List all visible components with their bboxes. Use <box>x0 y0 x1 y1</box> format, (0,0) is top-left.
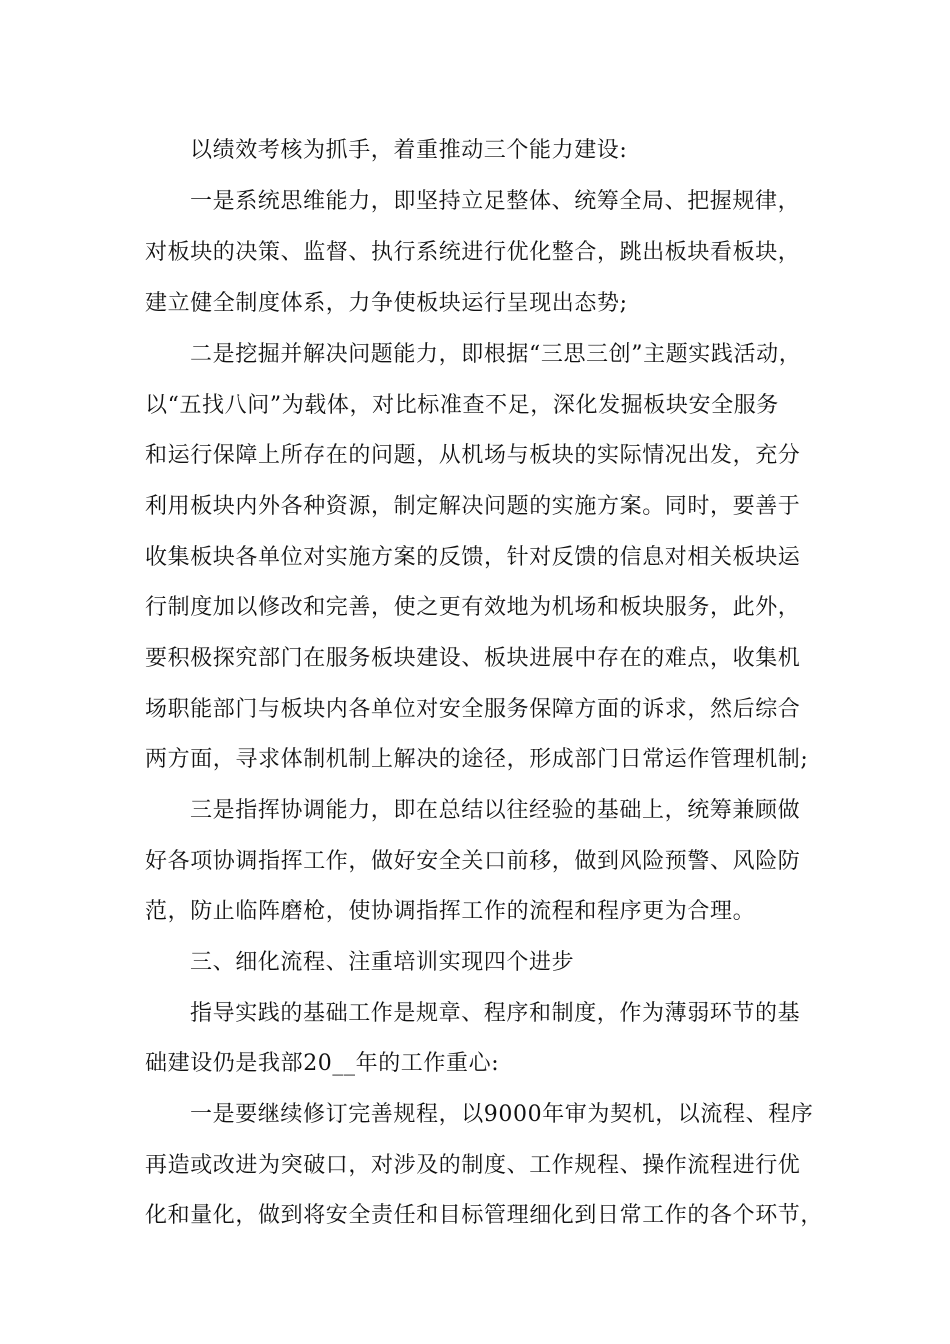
text-line: 范，防止临阵磨枪，使协调指挥工作的流程和程序更为合理。 <box>145 899 756 924</box>
text-line: 和运行保障上所存在的问题，从机场与板块的实际情况出发，充分 <box>145 443 801 468</box>
text-line: 三是指挥协调能力，即在总结以往经验的基础上，统筹兼顾做 <box>190 798 801 823</box>
text-line: 两方面，寻求体制机制上解决的途径，形成部门日常运作管理机制; <box>145 747 809 772</box>
text-line: 以“五找八问”为载体，对比标准查不足，深化发掘板块安全服务 <box>145 393 779 418</box>
text-line: 础建设仍是我部20__年的工作重心: <box>145 1051 500 1076</box>
text-line: 指导实践的基础工作是规章、程序和制度，作为薄弱环节的基 <box>190 1001 801 1026</box>
text-line: 一是系统思维能力，即坚持立足整体、统筹全局、把握规律， <box>190 189 801 214</box>
text-line: 一是要继续修订完善规程，以9000年审为契机，以流程、程序 <box>190 1102 814 1127</box>
text-line: 行制度加以修改和完善，使之更有效地为机场和板块服务，此外， <box>145 595 801 620</box>
text-line: 建立健全制度体系，力争使板块运行呈现出态势; <box>145 291 628 316</box>
text-line: 化和量化，做到将安全责任和目标管理细化到日常工作的各个环节， <box>145 1203 824 1228</box>
text-line: 对板块的决策、监督、执行系统进行优化整合，跳出板块看板块， <box>145 240 801 265</box>
text-line: 场职能部门与板块内各单位对安全服务保障方面的诉求，然后综合 <box>145 697 801 722</box>
text-line: 收集板块各单位对实施方案的反馈，针对反馈的信息对相关板块运 <box>145 545 801 570</box>
text-line: 好各项协调指挥工作，做好安全关口前移，做到风险预警、风险防 <box>145 849 801 874</box>
text-line: 利用板块内外各种资源，制定解决问题的实施方案。同时，要善于 <box>145 494 801 519</box>
text-line: 再造或改进为突破口，对涉及的制度、工作规程、操作流程进行优 <box>145 1153 801 1178</box>
text-line: 要积极探究部门在服务板块建设、板块进展中存在的难点，收集机 <box>145 646 801 671</box>
text-line: 二是挖掘并解决问题能力，即根据“三思三创”主题实践活动， <box>190 342 802 367</box>
text-line: 以绩效考核为抓手，着重推动三个能力建设: <box>190 138 628 163</box>
section-heading: 三、细化流程、注重培训实现四个进步 <box>190 950 575 975</box>
